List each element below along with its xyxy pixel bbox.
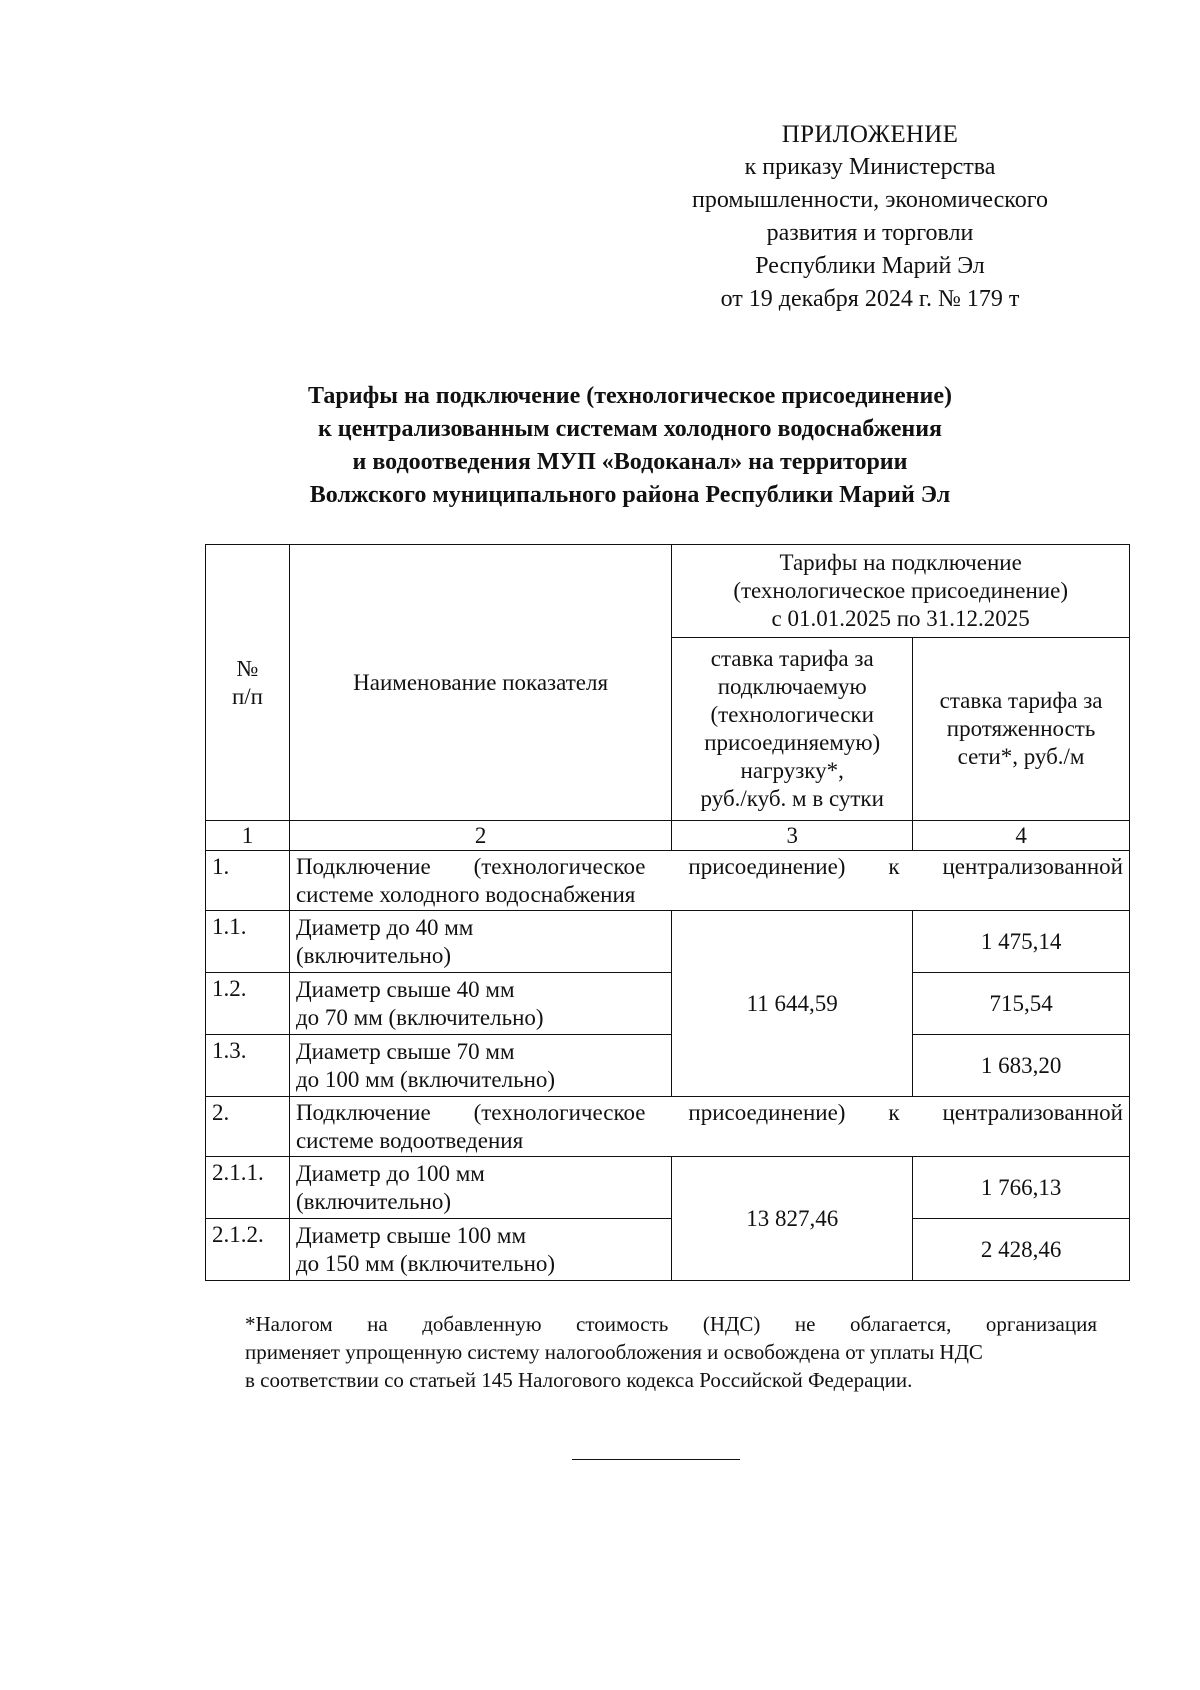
header-name-cell: Наименование показателя	[289, 545, 671, 821]
row-number: 1.2.	[206, 973, 290, 1035]
load-rate-value: 13 827,46	[672, 1157, 913, 1281]
appendix-block	[640, 118, 1100, 316]
title-line: Волжского муниципального района Республики Марий Эл	[309, 482, 951, 508]
section-text: системе холодного водоснабжения	[295, 881, 636, 907]
load-rate-value: 11 644,59	[672, 911, 913, 1097]
appendix-line: от 19 декабря 2024 г. № 179 т	[720, 286, 1020, 312]
row-number: 1.3.	[206, 1035, 290, 1097]
footnote-line: в соответствии со статьей 145 Налогового кодекса Российской Федерации.	[245, 1368, 913, 1392]
table-row	[206, 1219, 1130, 1281]
header-text: протяженность	[946, 716, 1096, 741]
section-row	[206, 1097, 1130, 1157]
tariff-table	[205, 544, 1130, 1281]
header-text: подключаемую	[717, 674, 867, 699]
header-text: нагрузку*,	[740, 758, 844, 783]
header-text: (технологически	[710, 702, 874, 727]
table-row	[206, 1157, 1130, 1219]
row-name-line: до 100 мм (включительно)	[295, 1066, 556, 1092]
section-text: Подключение (технологическое присоединение) к централизованной	[295, 853, 1123, 879]
column-number: 4	[913, 821, 1130, 851]
header-text: Тарифы на подключение	[779, 550, 1022, 575]
row-name	[289, 1035, 671, 1097]
column-number: 1	[206, 821, 290, 851]
header-text: ставка тарифа за	[710, 646, 874, 671]
row-name-line: Диаметр свыше 70 мм	[295, 1038, 515, 1064]
length-rate-value: 715,54	[913, 973, 1130, 1035]
length-rate-value: 2 428,46	[913, 1219, 1130, 1281]
document-title	[200, 380, 1060, 512]
title-line: к централизованным системам холодного водоснабжения	[317, 416, 943, 442]
row-name	[289, 911, 671, 973]
header-tariff-group	[672, 545, 1130, 638]
header-text: п/п	[231, 683, 263, 709]
section-text: Подключение (технологическое присоединение) к централизованной	[295, 1099, 1123, 1125]
footnote	[245, 1310, 1097, 1394]
title-line: Тарифы на подключение (технологическое присоединение)	[308, 383, 952, 409]
column-number-row	[206, 821, 1130, 851]
header-text: ставка тарифа за	[939, 688, 1103, 713]
header-load-rate-cell	[672, 638, 913, 821]
header-text: присоединяемую)	[704, 730, 881, 755]
table-row	[206, 973, 1130, 1035]
section-title	[289, 1097, 1129, 1157]
row-number: 1.	[206, 851, 290, 911]
footnote-line: применяет упрощенную систему налогообложения и освобождена от уплаты НДС	[245, 1340, 983, 1364]
table-row	[206, 1035, 1130, 1097]
appendix-line: развития и торговли	[766, 220, 974, 246]
length-rate-value: 1 475,14	[913, 911, 1130, 973]
row-name-line: Диаметр свыше 100 мм	[295, 1222, 527, 1248]
header-row	[206, 545, 1130, 638]
row-name	[289, 1157, 671, 1219]
row-name-line: (включительно)	[295, 1188, 451, 1214]
title-line: и водоотведения МУП «Водоканал» на территории	[352, 449, 908, 475]
row-name-line: Диаметр до 100 мм	[295, 1160, 485, 1186]
row-number: 2.1.2.	[206, 1219, 290, 1281]
row-number: 1.1.	[206, 911, 290, 973]
row-name-line: (включительно)	[295, 942, 451, 968]
header-length-rate-cell	[913, 638, 1130, 821]
row-name-line: Диаметр свыше 40 мм	[295, 976, 515, 1002]
appendix-heading: ПРИЛОЖЕНИЕ	[781, 121, 959, 148]
header-text: сети*, руб./м	[957, 744, 1085, 769]
header-text: с 01.01.2025 по 31.12.2025	[771, 606, 1030, 631]
row-name	[289, 973, 671, 1035]
header-text: руб./куб. м в сутки	[700, 786, 884, 811]
column-number: 3	[672, 821, 913, 851]
closing-rule	[572, 1459, 740, 1460]
footnote-line: *Налогом на добавленную стоимость (НДС) не облагается, организация	[245, 1312, 1097, 1336]
row-name-line: до 150 мм (включительно)	[295, 1250, 556, 1276]
length-rate-value: 1 683,20	[913, 1035, 1130, 1097]
length-rate-value: 1 766,13	[913, 1157, 1130, 1219]
table-row	[206, 911, 1130, 973]
header-num-cell	[206, 545, 290, 821]
appendix-line: к приказу Министерства	[744, 154, 996, 180]
section-title	[289, 851, 1129, 911]
header-text: №	[236, 655, 259, 681]
row-number: 2.	[206, 1097, 290, 1157]
row-number: 2.1.1.	[206, 1157, 290, 1219]
section-text: системе водоотведения	[295, 1127, 524, 1153]
section-row	[206, 851, 1130, 911]
appendix-line: Республики Марий Эл	[755, 253, 985, 279]
column-number: 2	[289, 821, 671, 851]
header-text: (технологическое присоединение)	[733, 578, 1068, 603]
row-name-line: Диаметр до 40 мм	[295, 914, 474, 940]
row-name-line: до 70 мм (включительно)	[295, 1004, 544, 1030]
appendix-line: промышленности, экономического	[692, 187, 1048, 213]
row-name	[289, 1219, 671, 1281]
